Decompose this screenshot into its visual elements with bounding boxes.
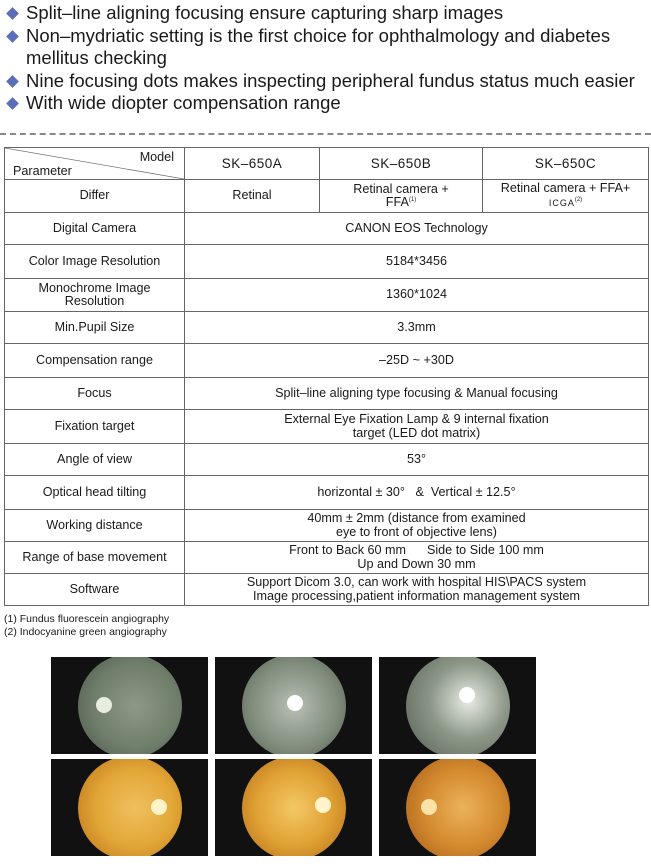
row-value: External Eye Fixation Lamp & 9 internal fixation target (LED dot matrix) bbox=[185, 410, 649, 444]
model-sk650b: SK–650B bbox=[320, 148, 483, 180]
row-label: Differ bbox=[5, 180, 185, 213]
table-row bbox=[5, 510, 649, 542]
row-label: Optical head tilting bbox=[5, 476, 185, 510]
row-value: horizontal ± 30° & Vertical ± 12.5° bbox=[185, 476, 649, 510]
row-value: CANON EOS Technology bbox=[185, 213, 649, 245]
optic-disc bbox=[96, 697, 112, 713]
table-row bbox=[5, 444, 649, 476]
fundus-image bbox=[78, 657, 182, 754]
header-parameter-label: Parameter bbox=[13, 163, 72, 178]
row-label: Angle of view bbox=[5, 444, 185, 476]
table-row bbox=[5, 476, 649, 510]
section-divider bbox=[0, 133, 651, 135]
fundus-photo-grid bbox=[51, 657, 539, 861]
feature-item: Nine focusing dots makes inspecting peripheral fundus status much easier bbox=[6, 70, 646, 93]
optic-disc bbox=[151, 799, 167, 815]
footnote-2: (2) Indocyanine green angiography bbox=[4, 626, 167, 638]
row-value: –25D ~ +30D bbox=[185, 344, 649, 378]
table-header-row bbox=[5, 148, 649, 180]
model-sk650a: SK–650A bbox=[185, 148, 320, 180]
row-value: 40mm ± 2mm (distance from examined eye to front of objective lens) bbox=[185, 510, 649, 542]
row-value: Support Dicom 3.0, can work with hospital HIS\PACS system Image processing,patient information management system bbox=[185, 574, 649, 606]
model-sk650c: SK–650C bbox=[483, 148, 649, 180]
row-label: Compensation range bbox=[5, 344, 185, 378]
diamond-bullet-icon bbox=[6, 30, 19, 43]
table-row bbox=[5, 344, 649, 378]
optic-disc bbox=[287, 695, 303, 711]
diamond-bullet-icon bbox=[6, 7, 19, 20]
row-label: Min.Pupil Size bbox=[5, 312, 185, 344]
feature-list bbox=[6, 2, 646, 115]
row-value: 3.3mm bbox=[185, 312, 649, 344]
feature-item: Split–line aligning focusing ensure capturing sharp images bbox=[6, 2, 646, 25]
row-label: Focus bbox=[5, 378, 185, 410]
fundus-photo-color-1 bbox=[51, 759, 208, 856]
header-corner-cell bbox=[5, 148, 185, 180]
table-row bbox=[5, 245, 649, 279]
row-label: Fixation target bbox=[5, 410, 185, 444]
feature-item: With wide diopter compensation range bbox=[6, 92, 646, 115]
row-label: Monochrome Image Resolution bbox=[5, 279, 185, 312]
table-row bbox=[5, 410, 649, 444]
photo-row-color bbox=[51, 759, 539, 856]
row-label: Range of base movement bbox=[5, 542, 185, 574]
differ-b: Retinal camera + $FFA^{(1)}$ bbox=[320, 180, 483, 213]
specification-table bbox=[4, 147, 649, 606]
row-label: Software bbox=[5, 574, 185, 606]
footnotes bbox=[4, 613, 169, 639]
row-value: Front to Back 60 mm Side to Side 100 mm Up and Down 30 mm bbox=[185, 542, 649, 574]
optic-disc bbox=[315, 797, 331, 813]
fundus-photo-fa-early bbox=[215, 657, 372, 754]
diamond-bullet-icon bbox=[6, 97, 19, 110]
row-value: 5184*3456 bbox=[185, 245, 649, 279]
fundus-photo-color-3 bbox=[379, 759, 536, 856]
feature-item: Non–mydriatic setting is the first choice for ophthalmology and diabetes mellitus checking bbox=[6, 25, 646, 70]
row-value: 1360*1024 bbox=[185, 279, 649, 312]
fundus-photo-color-2 bbox=[215, 759, 372, 856]
row-value: Split–line aligning type focusing & Manual focusing bbox=[185, 378, 649, 410]
row-label: Color Image Resolution bbox=[5, 245, 185, 279]
diamond-bullet-icon bbox=[6, 75, 19, 88]
table-row bbox=[5, 574, 649, 606]
fundus-photo-fa-late bbox=[379, 657, 536, 754]
differ-c: Retinal camera + FFA+ $ICGA^{(2)}$ bbox=[483, 180, 649, 213]
fundus-image bbox=[406, 657, 510, 754]
table-row bbox=[5, 378, 649, 410]
header-model-label: Model bbox=[139, 150, 174, 164]
table-row bbox=[5, 180, 649, 213]
optic-disc bbox=[459, 687, 475, 703]
fundus-photo-redfree bbox=[51, 657, 208, 754]
row-label: Working distance bbox=[5, 510, 185, 542]
table-row bbox=[5, 279, 649, 312]
footnote-1: (1) Fundus fluorescein angiography bbox=[4, 613, 170, 625]
photo-row-angiography bbox=[51, 657, 539, 754]
table-row bbox=[5, 312, 649, 344]
table-row bbox=[5, 542, 649, 574]
optic-disc bbox=[421, 799, 437, 815]
row-label: Digital Camera bbox=[5, 213, 185, 245]
row-value: 53° bbox=[185, 444, 649, 476]
table-row bbox=[5, 213, 649, 245]
differ-a: Retinal bbox=[185, 180, 320, 213]
